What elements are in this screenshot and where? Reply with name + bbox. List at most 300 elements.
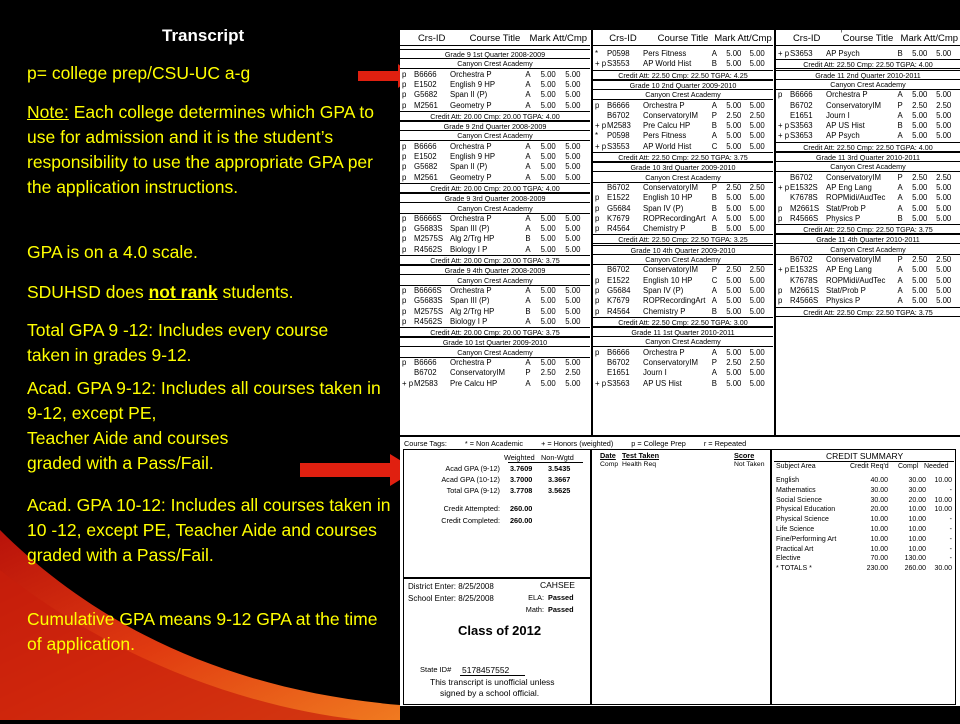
credit-completed: 5.00 [749,368,765,378]
course-mark: P [711,265,717,275]
course-title: Geometry P [450,172,492,182]
credit-value: 10.00 [870,516,888,524]
course-title: Geometry P [450,100,492,110]
course-id: B6702 [607,182,630,192]
credit-value: - [949,486,952,494]
course-id: G5683S [414,296,443,306]
school-name: Canyon Crest Academy [776,162,960,172]
course-mark: B [897,49,903,58]
cahsee-label: CAHSEE [540,580,575,590]
course-title: ConservatoryIM [643,265,699,275]
course-title: English 9 HP [450,79,496,89]
math-value: Passed [548,605,574,614]
term-credit-summary: Credit Att: 22.50 Cmp: 22.50 TGPA: 3.25 [593,234,773,244]
credit-attempted: 2.50 [726,265,742,275]
credit-completed: 2.50 [936,172,952,182]
course-mark: P [897,172,903,182]
credit-value: 30.00 [870,496,888,504]
credit-summary-header: Needed [924,463,949,470]
course-id: E1522 [607,275,630,285]
credit-completed-label: Credit Completed: [441,516,500,525]
credit-attempted: 5.00 [912,213,928,223]
course-mark: B [711,306,717,316]
term-credit-summary: Credit Att: 22.50 Cmp: 22.50 TGPA: 3.75 [776,307,960,317]
credit-completed: 5.00 [565,306,581,316]
column-header-label: Mark Att/Cmp [529,33,588,44]
course-tag: + p [402,378,414,388]
top-clipped-line: ~~~~ ~~~ ~~~~ | ~~~ ~~~~ ~~~~ [790,26,894,33]
acad-gpa-912-line-b: Teacher Aide and courses [27,428,229,448]
credit-value: 10.00 [908,535,926,543]
course-id: S3563 [790,121,813,131]
course-tag: + p [778,49,790,58]
credit-attempted: 5.00 [540,358,556,367]
credit-attempted: 5.00 [912,49,928,58]
course-title: AP US Hist [826,121,865,131]
credit-summary-header: Credit Req'd [850,463,889,470]
course-tag: p [778,203,783,213]
credit-completed: 5.00 [936,213,952,223]
course-tag: + p [778,131,790,141]
school-name: Canyon Crest Academy [400,59,590,69]
acad-gpa-912-line-a: Acad. GPA 9-12: Includes all courses taken in 9-12, except PE, [27,378,381,423]
course-title: ConservatoryIM [826,255,882,264]
date-label: Date: [838,712,859,722]
unofficial-notice-2: signed by a school official. [440,688,540,698]
gpa-weighted-value: 3.7708 [510,486,533,495]
course-id: S3563 [607,378,630,388]
credit-attempted: 5.00 [540,224,556,234]
course-title: AP Eng Lang [826,182,872,192]
course-mark: A [711,49,717,58]
course-mark: A [897,285,903,295]
course-mark: A [525,316,531,326]
course-title: Biology I P [450,244,488,254]
term-header: Grade 9 4th Quarter 2008-2009 [400,265,590,275]
credit-completed-value: 260.00 [510,516,533,525]
slide-title: Transcript [162,26,245,45]
credit-completed: 5.00 [749,121,765,131]
credit-attempted: 5.00 [540,244,556,254]
tag-repeated: r = Repeated [703,439,747,448]
gpa-weighted-value: 3.7609 [510,464,533,473]
total-gpa-line: Total GPA 9 -12: Includes every course taken in grades 9-12. [27,320,329,365]
course-title: ConservatoryIM [450,368,506,378]
term-credit-summary: Credit Att: 20.00 Cmp: 20.00 TGPA: 3.75 [400,327,590,337]
credit-attempted-value: 260.00 [510,504,533,513]
credit-completed: 5.00 [565,79,581,89]
school-name: Canyon Crest Academy [400,348,590,358]
summary-divider [590,449,592,705]
credit-value: 30.00 [908,477,926,484]
credit-subject: Physical Education [776,506,836,514]
credit-completed: 5.00 [749,306,765,316]
course-mark: B [711,121,717,131]
course-mark: A [525,141,531,151]
credit-value: 10.00 [870,545,888,553]
course-mark: B [525,234,531,244]
credit-completed: 5.00 [936,275,952,285]
credit-attempted: 5.00 [540,285,556,295]
course-mark: A [525,69,531,79]
gpa-weighted-value: 3.7000 [510,475,533,484]
course-id: B6702 [790,172,813,182]
course-title: AP US Hist [643,378,682,388]
rank-emphasis: not rank [148,282,218,302]
term-header: Grade 10 2nd Quarter 2009-2010 [593,80,773,90]
credit-completed: 5.00 [749,141,765,151]
course-tag: p [402,172,407,182]
course-title: AP Psych [826,131,860,141]
course-id: E1651 [607,368,630,378]
term-header: Grade 11 2nd Quarter 2010-2011 [776,70,960,80]
credit-subject: Social Science [776,496,822,504]
course-id: S3553 [607,141,630,151]
course-mark: A [525,90,531,100]
credit-attempted: 5.00 [726,193,742,203]
credit-attempted: 5.00 [912,110,928,120]
credit-value: - [949,535,952,543]
credit-attempted: 5.00 [912,121,928,131]
credit-completed: 5.00 [565,69,581,79]
credit-completed: 5.00 [749,193,765,203]
credit-subject: Life Science [776,526,815,533]
course-id: S3653 [790,49,813,58]
course-id: K7678S [790,275,818,285]
column-header-label: Mark Att/Cmp [714,33,772,44]
course-id: K7678S [790,193,818,203]
course-id: M2661S [790,285,820,295]
test-type: Comp [600,461,619,468]
course-mark: C [711,141,718,151]
course-tag: p [402,141,407,151]
credit-completed: 5.00 [565,296,581,306]
course-title: AP World Hist [643,141,692,151]
course-id: R4564 [607,224,630,234]
course-tag: p [595,100,600,110]
course-id: B6666 [607,100,630,110]
course-tag: p [402,152,407,161]
credit-completed: 5.00 [749,213,765,223]
credit-attempted: 5.00 [726,378,742,388]
course-mark: B [525,306,531,316]
credit-attempted: 2.50 [726,110,742,120]
course-mark: C [711,275,718,285]
course-tag: p [402,224,407,234]
credit-completed: 5.00 [749,285,765,295]
credit-value: 10.00 [870,526,888,533]
course-title: ROPRecordingArt [643,213,706,223]
credit-value: 10.00 [934,506,952,514]
course-title: Span II (P) [450,162,488,172]
term-credit-summary: Credit Att: 22.50 Cmp: 22.50 TGPA: 3.00 [593,317,773,327]
course-tag: + p [778,182,790,192]
credit-summary-table [774,451,954,611]
credit-completed: 5.00 [936,121,952,131]
course-mark: A [711,296,717,306]
credit-completed: 5.00 [749,275,765,285]
credit-attempted: 5.00 [912,296,928,306]
course-id: M2583 [607,121,631,131]
course-id: B6666S [414,213,442,223]
course-title: Pers Fitness [643,131,687,141]
credit-value: 70.00 [870,555,888,563]
college-prep-line: p= college prep/CSU-UC a-g [27,63,251,83]
credit-completed: 2.50 [936,100,952,110]
course-mark: B [711,203,717,213]
course-tag: p [402,162,407,172]
course-mark: A [525,378,531,388]
credit-attempted: 5.00 [726,131,742,141]
course-mark: A [897,275,903,285]
credit-subject: * TOTALS * [776,565,812,573]
course-mark: A [897,182,903,192]
course-tag: p [595,203,600,213]
credit-completed: 2.50 [565,368,581,378]
credit-attempted: 5.00 [540,172,556,182]
ela-label: ELA: [528,593,544,602]
course-mark: A [897,203,903,213]
credit-subject: Mathematics [776,486,816,494]
course-tag: p [595,347,600,357]
course-title: ConservatoryIM [826,172,882,182]
credit-attempted: 5.00 [540,213,556,223]
course-tag: + p [595,121,607,131]
credit-completed: 5.00 [936,265,952,275]
course-id: B6666 [607,347,630,357]
signature-label: Signature: [596,712,635,722]
gpa-nonweighted-value: 3.3667 [548,475,571,484]
credit-attempted: 5.00 [540,316,556,326]
credit-attempted: 5.00 [912,203,928,213]
credit-attempted: 5.00 [540,234,556,244]
tag-honors: + = Honors (weighted) [541,439,614,448]
course-tag: p [402,79,407,89]
course-mark: B [897,213,903,223]
course-title: Span IV (P) [643,203,684,213]
gpa-row-label: Acad GPA (10-12) [441,475,500,484]
course-tag: p [595,224,600,234]
course-title: ROPMidi/AudTec [826,275,886,285]
credit-completed: 5.00 [565,213,581,223]
math-label: Math: [525,605,544,614]
course-title: Orchestra P [450,285,492,295]
course-id: E1522 [607,193,630,203]
credit-attempted: 5.00 [726,275,742,285]
term-header: Grade 9 2nd Quarter 2008-2009 [400,121,590,131]
credit-summary-header: Compl [898,463,919,470]
credit-completed: 5.00 [565,378,581,388]
state-id-value: 5178457552 [462,665,510,675]
credit-attempted: 2.50 [912,100,928,110]
course-mark: B [897,121,903,131]
course-tag: p [402,358,407,367]
course-title: Biology I P [450,316,488,326]
credit-completed: 5.00 [936,193,952,203]
course-mark: A [525,79,531,89]
acad-gpa-912-line-c: graded with a Pass/Fail. [27,453,214,473]
term-credit-summary: Credit Att: 22.50 Cmp: 22.50 TGPA: 4.25 [593,70,773,80]
column-header [400,30,590,46]
credit-completed: 5.00 [749,59,765,69]
course-id: M2575S [414,306,444,316]
credit-value: - [949,545,952,553]
credit-value: 30.00 [908,486,926,494]
term-credit-summary: Credit Att: 22.50 Cmp: 22.50 TGPA: 4.00 [776,59,960,69]
credit-attempted: 5.00 [726,59,742,69]
term-header: Grade 10 3rd Quarter 2009-2010 [593,162,773,172]
rank-pre: SDUHSD does [27,282,149,302]
course-mark: A [897,90,903,100]
course-tag: p [402,69,407,79]
course-id: P0598 [607,49,630,58]
ela-value: Passed [548,593,574,602]
gpa-nonweighted-value: 3.5625 [548,486,571,495]
credit-completed: 2.50 [749,182,765,192]
credit-attempted: 5.00 [912,182,928,192]
credit-completed: 5.00 [749,49,765,58]
test-date-header: Date [600,451,616,460]
credit-subject: English [776,477,799,484]
course-mark: A [711,131,717,141]
course-id: B6702 [790,100,813,110]
course-tag: p [595,193,600,203]
credit-attempted-label: Credit Attempted: [443,504,500,513]
course-title: Alg 2/Trg HP [450,234,495,244]
acad-gpa-1012-line: Acad. GPA 10-12: Includes all courses taken in 10 -12, except PE, Teacher Aide and courses graded with a Pass/Fail. [27,495,391,565]
course-title: Stat/Prob P [826,203,866,213]
course-id: G5684 [607,203,631,213]
course-tag: p [402,213,407,223]
gpa-row-label: Acad GPA (9-12) [445,464,500,473]
credit-attempted: 5.00 [912,90,928,100]
course-tag: * [595,49,599,58]
course-mark: A [897,110,903,120]
summary-divider [404,577,590,579]
note-text: Each college determines which GPA to use for admission and it is the student’s responsibility to use the appropriate GPA per the application instructions. [27,102,374,197]
course-id: G5684 [607,285,631,295]
credit-value: - [949,555,952,563]
credit-value: 260.00 [904,565,926,573]
course-title: English 10 HP [643,193,693,203]
term-credit-summary: Credit Att: 22.50 Cmp: 22.50 TGPA: 3.75 [593,152,773,162]
term-credit-summary: Credit Att: 22.50 Cmp: 22.50 TGPA: 3.75 [776,224,960,234]
course-mark: A [897,265,903,275]
credit-value: - [949,516,952,524]
district-enter: District Enter: 8/25/2008 [408,582,494,591]
credit-attempted: 5.00 [540,79,556,89]
course-mark: P [711,110,717,120]
term-header: Grade 11 4th Quarter 2010-2011 [776,234,960,244]
course-id: R4564 [607,306,630,316]
credit-completed: 5.00 [749,131,765,141]
note-paragraph [27,100,387,200]
credit-completed: 5.00 [936,90,952,100]
nonweighted-header: Non-Wgtd [541,453,574,462]
course-title: Physics P [826,213,861,223]
course-tag: p [402,244,407,254]
test-name: Health Req [622,461,657,468]
course-id: R4566S [790,213,819,223]
credit-attempted: 5.00 [540,90,556,100]
course-title: AP Eng Lang [826,265,872,275]
course-title: English 10 HP [643,275,693,285]
course-tag: + p [595,141,607,151]
course-mark: A [525,358,531,367]
gpa-scale-line: GPA is on a 4.0 scale. [27,242,198,262]
course-title: Orchestra P [450,213,492,223]
course-title: ConservatoryIM [643,182,699,192]
gpa-row-label: Total GPA (9-12) [446,486,500,495]
course-tags-legend [404,439,746,448]
course-tag: + p [778,265,790,275]
column-header-label: Course Title [842,33,894,44]
credit-completed: 5.00 [565,244,581,254]
state-id-rule [460,675,525,676]
credit-value: 20.00 [908,496,926,504]
course-title: AP World Hist [643,59,692,69]
course-id: G5682 [414,90,438,100]
credit-value: 130.00 [904,555,926,563]
school-name: Canyon Crest Academy [593,173,773,183]
school-name: Canyon Crest Academy [400,204,590,214]
class-of-label: Class of 2012 [458,623,542,638]
course-mark: A [525,244,531,254]
course-title: ROPMidi/AudTec [826,193,886,203]
weighted-header: Weighted [504,453,535,462]
credit-completed: 5.00 [565,152,581,161]
credit-attempted: 2.50 [540,368,556,378]
column-header [776,30,960,46]
course-mark: A [525,224,531,234]
course-tag: p [595,296,600,306]
school-name: Canyon Crest Academy [776,245,960,255]
credit-attempted: 5.00 [912,131,928,141]
course-mark: A [525,172,531,182]
course-mark: A [525,162,531,172]
credit-attempted: 5.00 [540,152,556,161]
credit-summary-title: CREDIT SUMMARY [826,451,904,461]
note-label: Note: [27,102,69,122]
course-id: B6702 [607,358,630,367]
course-mark: A [525,296,531,306]
credit-attempted: 5.00 [726,285,742,295]
test-name-header: Test Taken [622,451,660,460]
credit-attempted: 5.00 [726,203,742,213]
course-tag: p [595,285,600,295]
course-tag: p [402,296,407,306]
transcript-summary-section [400,435,960,706]
course-id: E1502 [414,152,437,161]
credit-attempted: 5.00 [540,162,556,172]
credit-completed: 5.00 [749,100,765,110]
course-tag: p [595,275,600,285]
credit-completed: 2.50 [749,110,765,120]
credit-completed: 5.00 [749,224,765,234]
course-title: Chemistry P [643,224,686,234]
gpa-nonweighted-value: 3.5435 [548,464,571,473]
credit-completed: 5.00 [565,234,581,244]
course-mark: B [711,378,717,388]
course-mark: A [711,213,717,223]
credit-completed: 5.00 [936,285,952,295]
school-name: Canyon Crest Academy [593,90,773,100]
credit-subject: Elective [776,555,801,563]
credit-attempted: 5.00 [540,69,556,79]
credit-value: 10.00 [908,506,926,514]
course-id: B6702 [414,368,437,378]
course-title: Stat/Prob P [826,285,866,295]
